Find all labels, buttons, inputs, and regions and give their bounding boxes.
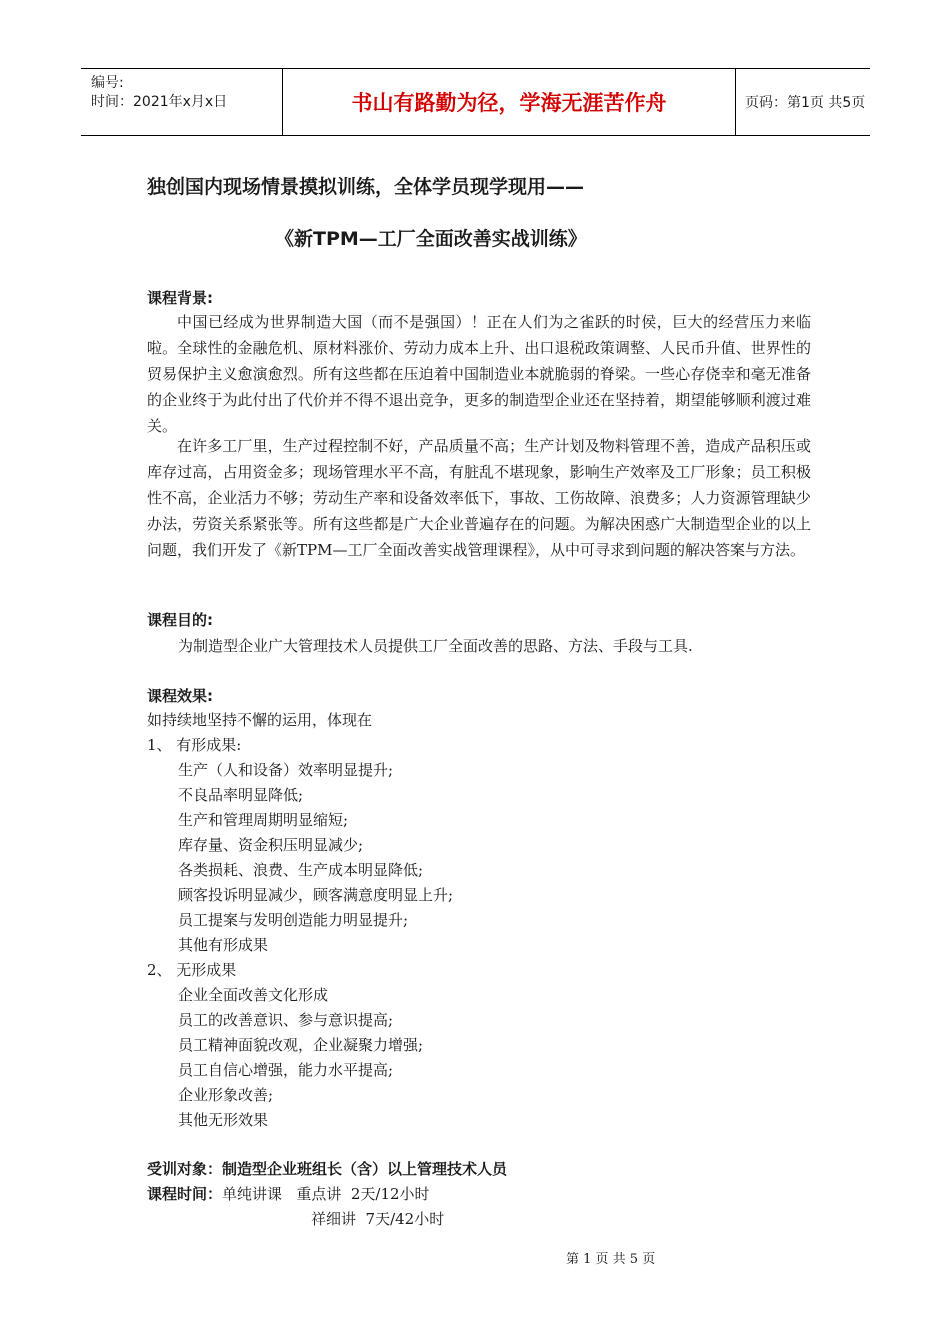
schedule-line-2: 祥细讲 7天/42小时 — [311, 1210, 445, 1228]
list-item: 员工自信心增强，能力水平提高; — [178, 1061, 394, 1079]
header-motto: 书山有路勤为径，学海无涯苦作舟 — [282, 69, 736, 135]
list-item: 其他有形成果 — [178, 936, 269, 954]
document-title-line1: 独创国内现场情景摸拟训练，全体学员现学现用—— — [147, 176, 585, 198]
effect-intro: 如持续地坚持不懈的运用，体现在 — [147, 711, 373, 729]
list-item: 企业形象改善; — [178, 1086, 274, 1104]
list-item: 各类损耗、浪费、生产成本明显降低; — [178, 861, 424, 879]
background-heading: 课程背景: — [147, 289, 213, 307]
list-item: 生产（人和设备）效率明显提升; — [178, 761, 394, 779]
list-item: 员工精神面貌改观，企业凝聚力增强; — [178, 1036, 424, 1054]
list-item: 库存量、资金积压明显减少; — [178, 836, 364, 854]
list-item: 不良品率明显降低; — [178, 786, 304, 804]
purpose-heading: 课程目的: — [147, 611, 213, 629]
list-item: 员工提案与发明创造能力明显提升; — [178, 911, 409, 929]
date-label: 时间：2021年x月x日 — [91, 94, 228, 110]
list-item: 员工的改善意识、参与意识提高; — [178, 1011, 394, 1029]
intangible-title: 2、 无形成果 — [147, 961, 237, 979]
background-paragraph-1: 中国已经成为世界制造大国（而不是强国）！正在人们为之雀跃的时侯，巨大的经营压力来临啦。全球性的金融危机、原材料涨价、劳动力成本上升、出口退税政策调整、人民币升值、世界性的贸易保护主义愈演愈烈。所有这些都在压迫着中国制造业本就脆弱的脊梁。一些心存侥幸和毫无准备的企业终于为此付出了代价并不得不退出竞争，更多的制造型企业还在坚持着，期望能够顺利渡过难关。 — [147, 313, 811, 435]
schedule-label: 课程时间： — [147, 1185, 223, 1203]
list-item: 企业全面改善文化形成 — [178, 986, 329, 1004]
purpose-text: 为制造型企业广大管理技术人员提供工厂全面改善的思路、方法、手段与工具. — [178, 637, 693, 655]
background-paragraph-2: 在许多工厂里，生产过程控制不好，产品质量不高；生产计划及物料管理不善，造成产品积压或库存过高，占用资金多；现场管理水平不高，有脏乱不堪现象，影响生产效率及工厂形象；员工积极性不高，企业活力不够；劳动生产率和设备效率低下，事故、工伤故障、浪费多；人力资源管理缺少办法，劳资关系紧张等。所有这些都是广大企业普遍存在的问题。为解决困惑广大制造型企业的以上问题，我们开发了《新TPM—工厂全面改善实战管理课程》，从中可寻求到问题的解决答案与方法。 — [147, 437, 811, 559]
schedule-row-1 — [147, 1183, 430, 1204]
list-item: 生产和管理周期明显缩短; — [178, 811, 349, 829]
tangible-title: 1、 有形成果: — [147, 736, 242, 754]
effect-heading: 课程效果: — [147, 687, 213, 705]
header-left-cell — [81, 69, 283, 135]
document-title-line2: 《新TPM—工厂全面改善实战训练》 — [275, 228, 587, 250]
number-label: 编号: — [91, 75, 124, 91]
page-footer: 第 1 页 共 5 页 — [566, 1252, 656, 1267]
header-page-info: 页码：第1页 共5页 — [745, 95, 866, 111]
page-header — [81, 68, 870, 136]
target-line: 受训对象：制造型企业班组长（含）以上管理技术人员 — [147, 1160, 508, 1178]
schedule-line-1: 单纯讲课 重点讲 2天/12小时 — [222, 1185, 430, 1203]
list-item: 顾客投诉明显减少，顾客满意度明显上升; — [178, 886, 454, 904]
list-item: 其他无形效果 — [178, 1111, 269, 1129]
